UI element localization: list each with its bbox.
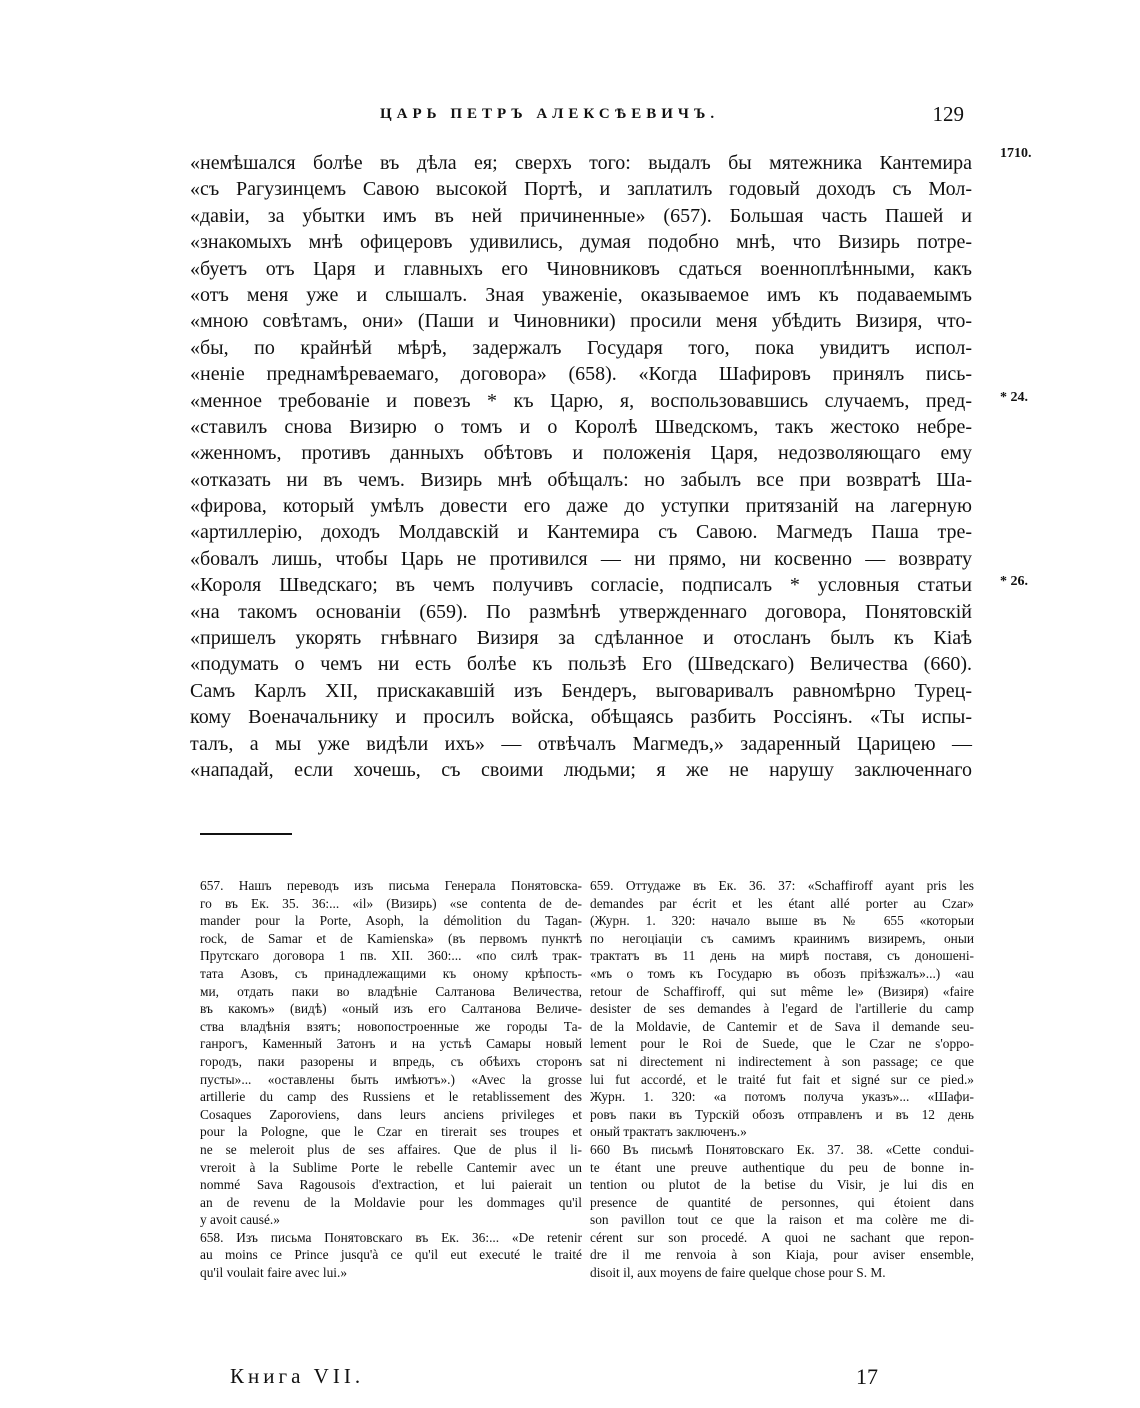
footnote-line: retour de Schaffiroff, qui sut même le» (Визиря) «faire xyxy=(590,983,974,999)
page-number: 129 xyxy=(932,102,964,126)
footnote-line: vreroit à la Sublime Porte le rebelle Cantemir avec un xyxy=(200,1159,582,1175)
footnote-line: Cosaques Zaporoviens, dans leurs anciens privileges et xyxy=(200,1106,582,1122)
footnote-line: ства владѣнія взятъ; новопостроенные же городы Та- xyxy=(200,1018,582,1034)
footnote-line: Журн. 1. 320: «а потомъ получа указъ»... «Шафи- xyxy=(590,1089,974,1105)
margin-year: 1710. xyxy=(1000,146,1032,161)
footnote-divider xyxy=(200,833,292,835)
footnote-line: lui fut accordé, et le traité fut fait et signé sur ce pied.» xyxy=(590,1071,974,1087)
footnote-line: пусты»... «оставлены быть имѣютъ».) «Avec la grosse xyxy=(200,1071,582,1087)
footnote-line: an de revenu de la Moldavie pour les dommages qu'il xyxy=(200,1194,582,1210)
footnote-line: y avoit causé.» xyxy=(200,1212,280,1228)
footnotes-left-column xyxy=(200,877,582,1282)
text-line: «нападай, если хочешь, съ своими людьми; я же не нарушу заключеннаго xyxy=(190,758,972,781)
text-line: «бы, по крайнѣй мѣрѣ, задержалъ Государя того, пока увидитъ испол- xyxy=(190,336,972,359)
text-line: «Короля Шведскаго; въ чемъ получивъ согласіе, подписалъ * условныя статьи xyxy=(190,574,972,597)
text-line: «ставилъ снова Визирю о томъ и о Королѣ Шведскомъ, такъ жестоко небре- xyxy=(190,415,972,438)
footnote-line: «мъ о томъ къ Государю въ обозъ пріѣзжалъ»...) «au xyxy=(590,965,974,981)
text-line: «неніе преднамѣреваемаго, договора» (658). «Когда Шафировъ принялъ пись- xyxy=(190,363,972,386)
sheet-signature: 17 xyxy=(856,1364,878,1389)
footnote-line: tention ou plutot de la betise du Visir, je lui dis en xyxy=(590,1177,974,1193)
footnote-line: ровъ паки въ Турскій обозъ отправленъ и въ 12 день xyxy=(590,1106,974,1122)
footnote-line: sat ni directement ni indirectement à son passage; ce que xyxy=(590,1053,974,1069)
footnote-line: 660 Въ письмѣ Понятовскаго Ек. 37. 38. «Cette condui- xyxy=(590,1141,974,1157)
footnote-line: по негоціаціи съ самимъ краинимъ визиремъ, оныи xyxy=(590,930,974,946)
footnote-line: въ какомъ» (видѣ) «оный изъ его Салтанова Величе- xyxy=(200,1001,582,1017)
footnote-line: оный трактатъ заключенъ.» xyxy=(590,1124,747,1140)
footnote-line: dre il me renvoia à son Kiaja, pour aviser ensemble, xyxy=(590,1247,974,1263)
footnote-line: ne se meleroit plus de ses affaires. Que de plus il li- xyxy=(200,1141,582,1157)
running-head xyxy=(190,104,970,130)
footnote-line: lement pour le Roi de Suede, que le Czar ne s'oppo- xyxy=(590,1036,974,1052)
footnote-line: te étant une preuve authentique du peu de bonne in- xyxy=(590,1159,974,1175)
page-title: ЦАРЬ ПЕТРЪ АЛЕКСѢЕВИЧЪ. xyxy=(380,106,720,122)
footnote-line: presence de quantité de personnes, qui étoient dans xyxy=(590,1194,974,1210)
text-line: «женномъ, противъ данныхъ обѣтовъ и положенія Царя, недозволяющаго ему xyxy=(190,442,972,465)
footnote-line: de la Moldavie, de Cantemir et de Sava il demande seu- xyxy=(590,1018,974,1034)
footnote-line: ми, отдать паки во владѣніе Салтанова Величества, xyxy=(200,983,582,999)
text-line: «буетъ отъ Царя и главныхъ его Чиновниковъ сдаться военноплѣнными, какъ xyxy=(190,257,972,280)
footnote-line: nommé Sava Ragousois d'extraction, et lui paierait un xyxy=(200,1177,582,1193)
text-line: «съ Рагузинцемъ Савою высокой Портѣ, и заплатилъ годовый доходъ съ Мол- xyxy=(190,178,972,201)
footnote-line: 658. Изъ письма Понятовскаго въ Ек. 36:... «De retenir xyxy=(200,1229,582,1245)
footnote-line: mander pour la Porte, Asoph, la démolition du Tagan- xyxy=(200,913,582,929)
margin-date-24: * 24. xyxy=(1000,390,1028,405)
footnote-line: (Журн. 1. 320: начало выше въ № 655 «которыи xyxy=(590,913,974,929)
text-line: «артиллерію, доходъ Молдавскій и Кантемира съ Савою. Магмедъ Паша тре- xyxy=(190,521,972,544)
text-line: «пришелъ укорять гнѣвнаго Визиря за сдѣланное и отосланъ былъ къ Кіаѣ xyxy=(190,627,972,650)
footnote-line: qu'il voulait faire avec lui.» xyxy=(200,1265,348,1281)
text-line: «немѣшался болѣе въ дѣла ея; сверхъ того: выдалъ бы мятежника Кантемира xyxy=(190,152,972,174)
text-line: «на такомъ основаніи (659). По размѣнѣ утвержденнаго договора, Понятовскій xyxy=(190,600,972,623)
footnote-line: au moins ce Prince jusqu'à ce qu'il eut executé le traité xyxy=(200,1247,582,1263)
text-line: «отъ меня уже и слышалъ. Зная уваженіе, оказываемое имъ къ подаваемымъ xyxy=(190,283,972,306)
text-line: «мною совѣтамъ, они» (Паши и Чиновники) просили меня убѣдить Визиря, что- xyxy=(190,310,972,333)
footnote-line: 659. Оттудаже въ Ек. 36. 37: «Schaffiroff ayant pris les xyxy=(590,878,974,893)
footnote-line: artillerie du camp des Russiens et le retablissement des xyxy=(200,1089,582,1105)
footnote-line: demandes par écrit et les étant allé porter au Czar» xyxy=(590,895,974,911)
footnote-line: desister de ses demandes à l'egard de l'artillerie du camp xyxy=(590,1001,974,1017)
footnote-line: cérent sur son procedé. A quoi ne sachant que repon- xyxy=(590,1229,974,1245)
text-line: «давіи, за убытки имъ въ ней причиненные» (657). Большая часть Пашей и xyxy=(190,204,972,227)
footnote-line: городъ, паки разорены и впредь, съ обѣихъ сторонъ xyxy=(200,1053,582,1069)
footnote-line: тата Азовъ, съ принадлежащими къ оному крѣпость- xyxy=(200,965,582,981)
footnote-line: disoit il, aux moyens de faire quelque chose pour S. M. xyxy=(590,1265,886,1281)
text-line: «фирова, который умѣлъ довести его даже до уступки притязаній на лагерную xyxy=(190,495,972,518)
text-line: талъ, а мы уже видѣли ихъ» — отвѣчалъ Магмедъ,» задаренный Царицею — xyxy=(190,732,972,755)
footnote-line: ганрогъ, Каменный Затонъ и на устьѣ Самары новый xyxy=(200,1036,582,1052)
main-text xyxy=(190,150,972,783)
footnotes-right-column xyxy=(590,877,974,1282)
footnote-line: Прутскаго договора 1 пв. XII. 360:... «по силѣ трак- xyxy=(200,948,582,964)
text-line: «менное требованіе и повезъ * къ Царю, я, воспользовавшись случаемъ, пред- xyxy=(190,389,972,412)
text-line: «отказать ни въ чемъ. Визирь мнѣ обѣщалъ: но забылъ все при возвратѣ Ша- xyxy=(190,468,972,491)
book-signature: Книга VII. xyxy=(230,1364,365,1388)
margin-date-26: * 26. xyxy=(1000,574,1028,589)
footnote-line: pour la Pologne, que le Czar en tirerait ses troupes et xyxy=(200,1124,582,1140)
text-line: кому Военачальнику и просилъ войска, обѣщаясь разбить Россіянъ. «Ты испы- xyxy=(190,706,972,729)
footnote-line: го въ Ек. 35. 36:... «il» (Визирь) «se contenta de de- xyxy=(200,895,582,911)
footnote-line: son pavillon tout ce que la raison et ma colère me di- xyxy=(590,1212,974,1228)
text-line: «подумать о чемъ ни есть болѣе къ пользѣ Его (Шведскаго) Величества (660). xyxy=(190,653,972,676)
text-line: Самъ Карлъ XII, прискакавшій изъ Бендеръ, выговаривалъ равномѣрно Турец- xyxy=(190,679,972,702)
text-line: «знакомыхъ мнѣ офицеровъ удивились, думая подобно мнѣ, что Визирь потре- xyxy=(190,231,972,254)
text-line: «бовалъ лишь, чтобы Царь не противился — ни прямо, ни косвенно — возврату xyxy=(190,547,972,570)
footnote-line: трактатъ въ 11 день на мирѣ поставя, съ доношені- xyxy=(590,948,974,964)
footnote-line: rock, de Samar et de Kamienska» (въ первомъ пунктѣ xyxy=(200,930,582,946)
footnote-line: 657. Нашъ переводъ изъ письма Генерала Понятовска- xyxy=(200,878,582,893)
